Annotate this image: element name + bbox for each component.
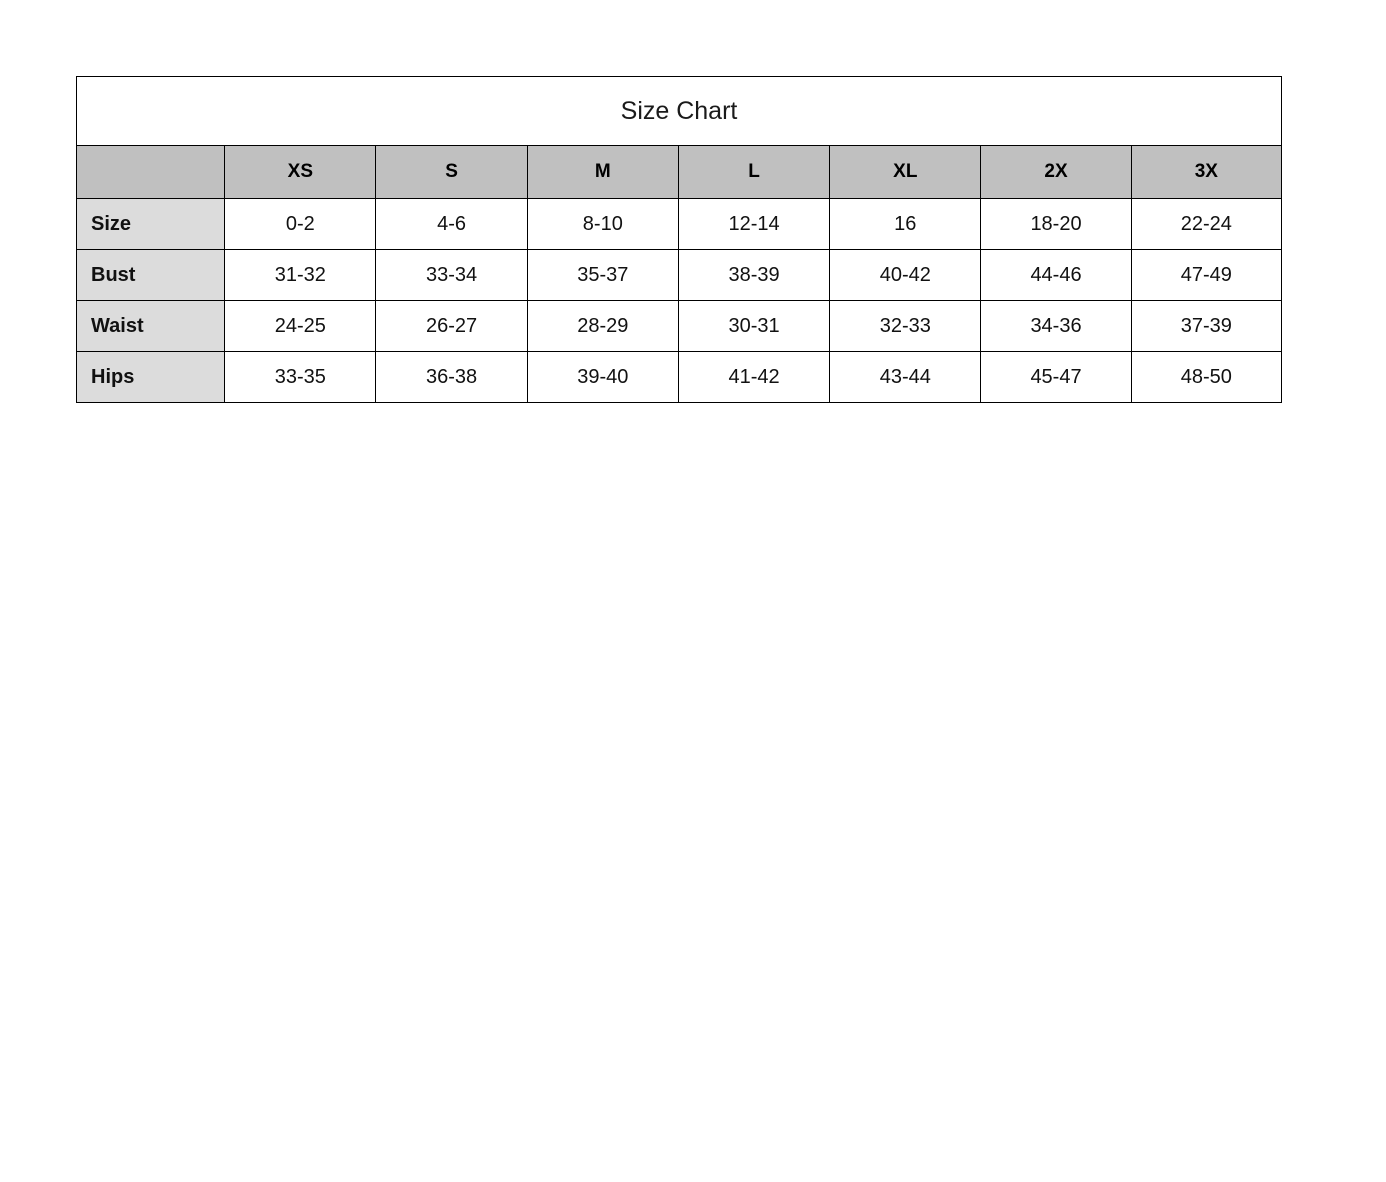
cell-bust-s: 33-34 xyxy=(376,250,527,301)
column-header-xs: XS xyxy=(225,146,376,199)
cell-size-xl: 16 xyxy=(830,199,981,250)
row-label-bust: Bust xyxy=(77,250,225,301)
row-label-size: Size xyxy=(77,199,225,250)
cell-size-s: 4-6 xyxy=(376,199,527,250)
table-corner-cell xyxy=(77,146,225,199)
cell-bust-xl: 40-42 xyxy=(830,250,981,301)
cell-hips-s: 36-38 xyxy=(376,352,527,403)
column-header-3x: 3X xyxy=(1131,146,1281,199)
cell-bust-m: 35-37 xyxy=(527,250,678,301)
cell-hips-2x: 45-47 xyxy=(981,352,1131,403)
cell-waist-m: 28-29 xyxy=(527,301,678,352)
cell-waist-xl: 32-33 xyxy=(830,301,981,352)
cell-size-3x: 22-24 xyxy=(1131,199,1281,250)
column-header-m: M xyxy=(527,146,678,199)
cell-size-m: 8-10 xyxy=(527,199,678,250)
cell-bust-l: 38-39 xyxy=(678,250,829,301)
column-header-s: S xyxy=(376,146,527,199)
cell-bust-3x: 47-49 xyxy=(1131,250,1281,301)
row-label-hips: Hips xyxy=(77,352,225,403)
cell-hips-3x: 48-50 xyxy=(1131,352,1281,403)
cell-hips-m: 39-40 xyxy=(527,352,678,403)
cell-waist-xs: 24-25 xyxy=(225,301,376,352)
cell-hips-xs: 33-35 xyxy=(225,352,376,403)
size-chart-table xyxy=(76,76,1282,403)
cell-waist-l: 30-31 xyxy=(678,301,829,352)
cell-bust-xs: 31-32 xyxy=(225,250,376,301)
column-header-l: L xyxy=(678,146,829,199)
cell-waist-3x: 37-39 xyxy=(1131,301,1281,352)
table-header-row xyxy=(77,146,1282,199)
table-row xyxy=(77,199,1282,250)
cell-size-l: 12-14 xyxy=(678,199,829,250)
cell-size-2x: 18-20 xyxy=(981,199,1131,250)
chart-title-row xyxy=(77,77,1282,146)
table-row xyxy=(77,352,1282,403)
table-row xyxy=(77,301,1282,352)
column-header-2x: 2X xyxy=(981,146,1131,199)
column-header-xl: XL xyxy=(830,146,981,199)
table-row xyxy=(77,250,1282,301)
page-title: Size Chart xyxy=(77,77,1282,146)
row-label-waist: Waist xyxy=(77,301,225,352)
cell-bust-2x: 44-46 xyxy=(981,250,1131,301)
size-chart-container xyxy=(76,76,1282,403)
cell-size-xs: 0-2 xyxy=(225,199,376,250)
cell-waist-s: 26-27 xyxy=(376,301,527,352)
cell-hips-xl: 43-44 xyxy=(830,352,981,403)
cell-waist-2x: 34-36 xyxy=(981,301,1131,352)
cell-hips-l: 41-42 xyxy=(678,352,829,403)
